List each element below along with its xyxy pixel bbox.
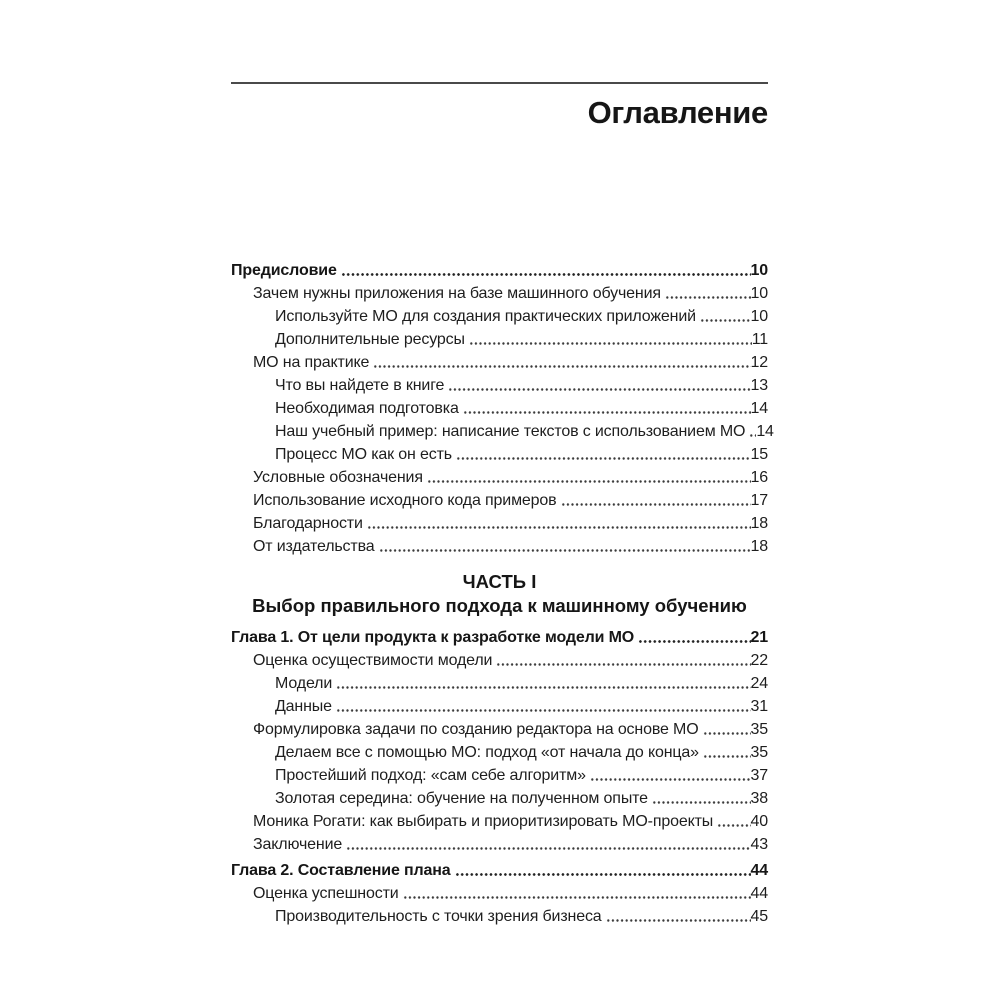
toc-entry-page: 10 xyxy=(750,285,768,302)
toc-entry xyxy=(231,649,768,672)
toc-entry xyxy=(231,695,768,718)
toc-dot-leader xyxy=(699,305,751,328)
toc-entry-title: Моника Рогати: как выбирать и приоритизировать МО-проекты xyxy=(253,813,714,830)
toc-entry-page: 37 xyxy=(750,767,768,784)
toc-dot-leader xyxy=(335,672,750,695)
toc-entry xyxy=(231,466,768,489)
toc-entry-title: Модели xyxy=(275,675,333,692)
toc-entry-title: Формулировка задачи по созданию редактора на основе МО xyxy=(253,721,699,738)
toc-entry-page: 14 xyxy=(750,400,768,417)
toc-entry-title: Использование исходного кода примеров xyxy=(253,492,557,509)
toc-dot-leader xyxy=(335,695,751,718)
toc-entry xyxy=(231,672,768,695)
toc-entry xyxy=(231,810,768,833)
toc-dot-leader xyxy=(366,512,751,535)
part-label: ЧАСТЬ I xyxy=(462,571,537,592)
toc-dot-leader xyxy=(560,489,751,512)
toc-entry-title: Оценка успешности xyxy=(253,885,399,902)
toc-entry-page: 17 xyxy=(750,492,768,509)
toc-entry-page: 11 xyxy=(751,331,768,348)
toc-entry-title: Глава 1. От цели продукта к разработке модели МО xyxy=(231,629,635,646)
toc-entry-title: От издательства xyxy=(253,538,375,555)
toc-dot-leader xyxy=(495,649,750,672)
toc-entry xyxy=(231,443,768,466)
part-title: Выбор правильного подхода к машинному обучению xyxy=(252,595,747,616)
toc-entry-page: 43 xyxy=(750,836,768,853)
toc-entry xyxy=(231,351,768,374)
toc-dot-leader xyxy=(455,443,751,466)
toc-entry xyxy=(231,833,768,856)
toc-entry xyxy=(231,420,774,443)
toc-entry-title: Необходимая подготовка xyxy=(275,400,459,417)
toc-entry-title: Глава 2. Составление плана xyxy=(231,862,451,879)
toc-entry xyxy=(231,282,768,305)
toc-dot-leader xyxy=(378,535,751,558)
toc-entry-page: 40 xyxy=(750,813,768,830)
toc-entry xyxy=(231,718,768,741)
toc-dot-leader xyxy=(702,718,751,741)
toc-entry xyxy=(231,882,768,905)
toc-entry-page: 21 xyxy=(750,629,768,646)
toc-entry-title: МО на практике xyxy=(253,354,370,371)
toc-entry xyxy=(231,535,768,558)
toc-dot-leader xyxy=(372,351,750,374)
toc-dot-leader xyxy=(664,282,751,305)
toc-entry-title: Зачем нужны приложения на базе машинного обучения xyxy=(253,285,661,302)
toc-entry-title: Условные обозначения xyxy=(253,469,423,486)
toc-entry-title: Дополнительные ресурсы xyxy=(275,331,465,348)
toc-entry xyxy=(231,905,768,928)
toc-dot-leader xyxy=(716,810,750,833)
toc-entry-page: 18 xyxy=(750,515,768,532)
toc-dot-leader xyxy=(462,397,751,420)
header-rule xyxy=(231,82,768,84)
toc-entry-page: 44 xyxy=(750,862,768,879)
toc-entry-page: 14 xyxy=(756,423,774,440)
toc-entry-page: 24 xyxy=(750,675,768,692)
toc-entry xyxy=(231,397,768,420)
toc-dot-leader xyxy=(637,626,750,649)
toc-entry xyxy=(231,764,768,787)
toc-entry xyxy=(231,859,768,882)
toc-entry xyxy=(231,305,768,328)
toc-section-chapter-2 xyxy=(231,859,768,928)
toc-section-frontmatter xyxy=(231,259,774,558)
toc-entry-title: Предисловие xyxy=(231,262,337,279)
toc-entry-page: 35 xyxy=(750,721,768,738)
toc-entry xyxy=(231,626,768,649)
toc-entry-title: Процесс МО как он есть xyxy=(275,446,452,463)
toc-entry-title: Используйте МО для создания практических приложений xyxy=(275,308,696,325)
toc-entry-page: 13 xyxy=(750,377,768,394)
page-title: Оглавление xyxy=(587,95,768,130)
toc-entry-page: 12 xyxy=(750,354,768,371)
toc-entry-page: 10 xyxy=(750,308,768,325)
toc-entry-page: 38 xyxy=(750,790,768,807)
toc-dot-leader xyxy=(345,833,750,856)
toc-entry-page: 35 xyxy=(750,744,768,761)
toc-entry-title: Заключение xyxy=(253,836,343,853)
toc-dot-leader xyxy=(340,259,751,282)
toc-entry-page: 16 xyxy=(750,469,768,486)
toc-entry-title: Простейший подход: «сам себе алгоритм» xyxy=(275,767,586,784)
toc-entry xyxy=(231,787,768,810)
toc-dot-leader xyxy=(454,859,751,882)
toc-entry xyxy=(231,512,768,535)
toc-dot-leader xyxy=(589,764,751,787)
toc-entry-page: 10 xyxy=(750,262,768,279)
toc-dot-leader xyxy=(702,741,751,764)
toc-entry-title: Наш учебный пример: написание текстов с использованием МО xyxy=(275,423,746,440)
toc-entry-page: 45 xyxy=(750,908,768,925)
toc-entry xyxy=(231,328,768,351)
toc-dot-leader xyxy=(447,374,750,397)
toc-entry-page: 22 xyxy=(750,652,768,669)
toc-dot-leader xyxy=(748,420,756,443)
toc-entry-title: Золотая середина: обучение на полученном опыте xyxy=(275,790,648,807)
toc-entry xyxy=(231,741,768,764)
toc-entry-page: 18 xyxy=(750,538,768,555)
toc-entry xyxy=(231,259,768,282)
toc-entry-page: 44 xyxy=(750,885,768,902)
toc-entry-title: Производительность с точки зрения бизнеса xyxy=(275,908,602,925)
toc-entry-title: Делаем все с помощью МО: подход «от начала до конца» xyxy=(275,744,699,761)
table-of-contents xyxy=(231,259,774,928)
toc-entry-page: 15 xyxy=(750,446,768,463)
toc-dot-leader xyxy=(651,787,751,810)
toc-entry-title: Оценка осуществимости модели xyxy=(253,652,493,669)
toc-entry-page: 31 xyxy=(750,698,768,715)
toc-entry-title: Что вы найдете в книге xyxy=(275,377,445,394)
toc-entry-title: Данные xyxy=(275,698,332,715)
toc-dot-leader xyxy=(402,882,751,905)
toc-dot-leader xyxy=(426,466,751,489)
toc-section-chapter-1 xyxy=(231,626,768,856)
toc-dot-leader xyxy=(605,905,751,928)
toc-entry xyxy=(231,489,768,512)
toc-dot-leader xyxy=(468,328,752,351)
toc-entry-title: Благодарности xyxy=(253,515,363,532)
part-heading xyxy=(231,570,768,618)
toc-entry xyxy=(231,374,768,397)
